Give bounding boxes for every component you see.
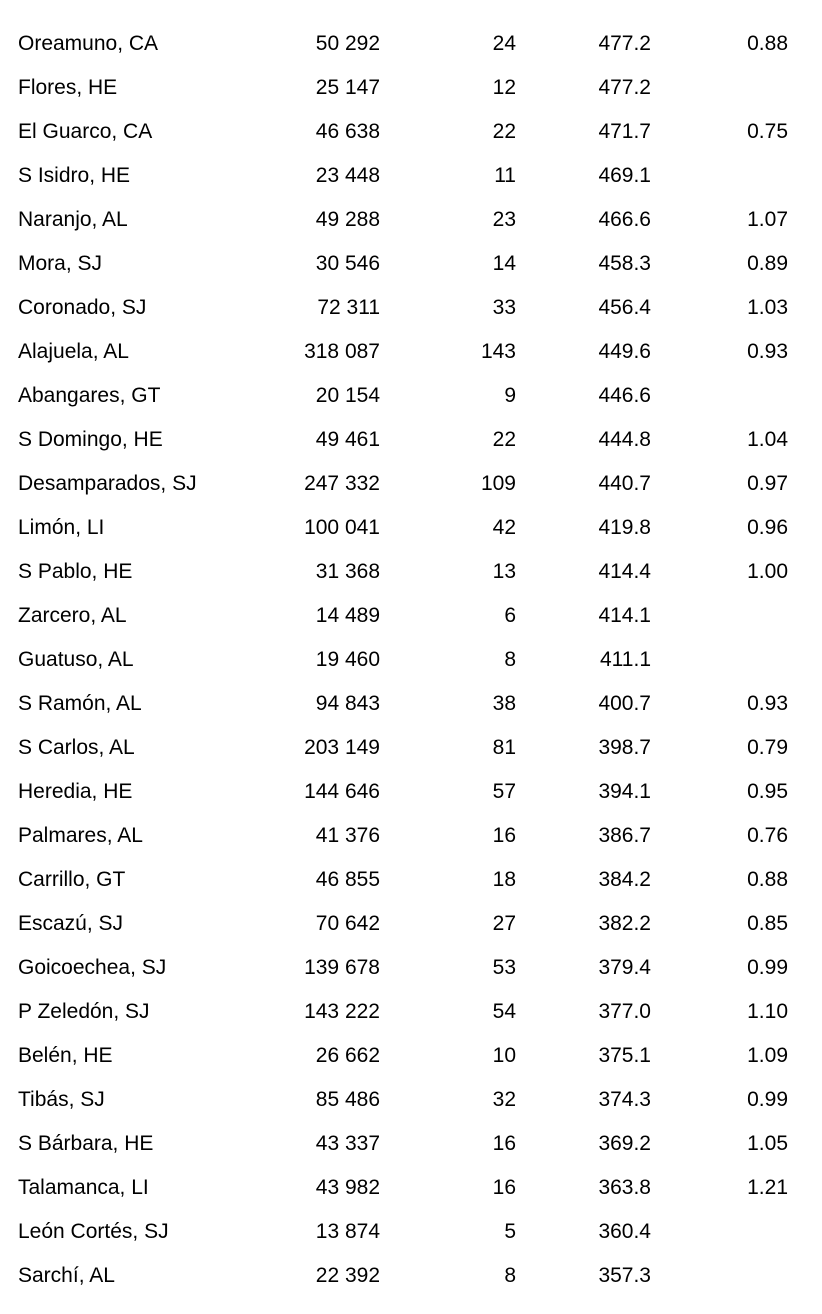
rate-cell: 377.0 — [598, 1000, 651, 1023]
ratio-cell: 1.07 — [747, 208, 788, 231]
rate-cell: 360.4 — [598, 1220, 651, 1243]
count-cell: 5 — [504, 1220, 516, 1243]
population-cell: 49 461 — [315, 428, 380, 451]
count-cell: 38 — [492, 692, 516, 715]
canton-name-cell: Oreamuno, CA — [18, 32, 159, 55]
ratio-cell: 1.04 — [747, 428, 788, 451]
population-cell: 31 368 — [315, 560, 380, 583]
population-cell: 26 662 — [315, 1044, 380, 1067]
ratio-cell: 1.05 — [747, 1132, 788, 1155]
rate-cell: 382.2 — [598, 912, 651, 935]
population-cell: 13 874 — [315, 1220, 380, 1243]
table-row — [0, 154, 822, 198]
count-cell: 57 — [492, 780, 516, 803]
table-row — [0, 418, 822, 462]
table-row — [0, 1254, 822, 1298]
population-cell: 72 311 — [317, 296, 380, 319]
table-row — [0, 682, 822, 726]
table-row — [0, 374, 822, 418]
canton-name-cell: Zarcero, AL — [18, 604, 127, 627]
count-cell: 23 — [492, 208, 516, 231]
population-cell: 46 855 — [315, 868, 380, 891]
table-row — [0, 990, 822, 1034]
population-cell: 20 154 — [315, 384, 380, 407]
canton-name-cell: Carrillo, GT — [18, 868, 126, 891]
ratio-cell: 1.09 — [747, 1044, 788, 1067]
rate-cell: 469.1 — [598, 164, 651, 187]
count-cell: 11 — [494, 164, 516, 187]
population-cell: 100 041 — [304, 516, 380, 539]
canton-name-cell: Naranjo, AL — [18, 208, 128, 231]
ratio-cell: 0.75 — [747, 120, 788, 143]
count-cell: 8 — [504, 648, 516, 671]
count-cell: 24 — [492, 32, 516, 55]
canton-name-cell: Belén, HE — [18, 1044, 113, 1067]
count-cell: 10 — [492, 1044, 516, 1067]
ratio-cell: 0.76 — [747, 824, 788, 847]
population-cell: 85 486 — [315, 1088, 380, 1111]
ratio-cell: 0.79 — [747, 736, 788, 759]
table-row — [0, 242, 822, 286]
rate-cell: 357.3 — [598, 1264, 651, 1287]
population-cell: 22 392 — [315, 1264, 380, 1287]
table-row — [0, 726, 822, 770]
rate-cell: 379.4 — [598, 956, 651, 979]
table-row — [0, 330, 822, 374]
table-row — [0, 814, 822, 858]
canton-name-cell: León Cortés, SJ — [18, 1220, 169, 1243]
population-cell: 43 337 — [315, 1132, 380, 1155]
table-row — [0, 1166, 822, 1210]
table-row — [0, 902, 822, 946]
rate-cell: 369.2 — [598, 1132, 651, 1155]
rate-cell: 411.1 — [600, 648, 651, 671]
rate-cell: 375.1 — [598, 1044, 651, 1067]
rate-cell: 449.6 — [598, 340, 651, 363]
population-cell: 41 376 — [315, 824, 380, 847]
rate-cell: 466.6 — [598, 208, 651, 231]
ratio-cell: 1.03 — [747, 296, 788, 319]
population-cell: 144 646 — [304, 780, 380, 803]
count-cell: 16 — [492, 1176, 516, 1199]
ratio-cell: 1.10 — [747, 1000, 788, 1023]
canton-name-cell: Limón, LI — [18, 516, 105, 539]
rate-cell: 394.1 — [598, 780, 651, 803]
table-row — [0, 198, 822, 242]
population-cell: 50 292 — [315, 32, 380, 55]
rate-cell: 419.8 — [598, 516, 651, 539]
table-row — [0, 946, 822, 990]
canton-name-cell: S Isidro, HE — [18, 164, 131, 187]
ratio-cell: 0.95 — [747, 780, 788, 803]
canton-name-cell: S Ramón, AL — [18, 692, 142, 715]
table-row — [0, 506, 822, 550]
population-cell: 143 222 — [304, 1000, 380, 1023]
canton-name-cell: Goicoechea, SJ — [18, 956, 167, 979]
canton-name-cell: Guatuso, AL — [18, 648, 134, 671]
population-cell: 43 982 — [315, 1176, 380, 1199]
canton-name-cell: Flores, HE — [18, 76, 118, 99]
table-row — [0, 1078, 822, 1122]
rate-cell: 398.7 — [598, 736, 651, 759]
canton-name-cell: Talamanca, LI — [18, 1176, 149, 1199]
population-cell: 70 642 — [315, 912, 380, 935]
rate-cell: 374.3 — [598, 1088, 651, 1111]
canton-name-cell: Alajuela, AL — [18, 340, 129, 363]
table-row — [0, 594, 822, 638]
canton-name-cell: Palmares, AL — [18, 824, 143, 847]
canton-name-cell: Heredia, HE — [18, 780, 133, 803]
ratio-cell: 0.97 — [747, 472, 788, 495]
canton-name-cell: S Pablo, HE — [18, 560, 133, 583]
ratio-cell: 0.93 — [747, 340, 788, 363]
rate-cell: 440.7 — [598, 472, 651, 495]
ratio-cell: 1.21 — [747, 1176, 788, 1199]
table-row — [0, 22, 822, 66]
rate-cell: 446.6 — [598, 384, 651, 407]
count-cell: 27 — [492, 912, 516, 935]
table-row — [0, 286, 822, 330]
rate-cell: 414.1 — [598, 604, 651, 627]
rate-cell: 477.2 — [598, 32, 651, 55]
canton-name-cell: Mora, SJ — [18, 252, 103, 275]
table-row — [0, 462, 822, 506]
population-cell: 318 087 — [304, 340, 380, 363]
count-cell: 54 — [492, 1000, 516, 1023]
count-cell: 143 — [480, 340, 516, 363]
table-row — [0, 638, 822, 682]
rate-cell: 444.8 — [598, 428, 651, 451]
rate-cell: 456.4 — [598, 296, 651, 319]
table-row — [0, 858, 822, 902]
population-cell: 14 489 — [315, 604, 380, 627]
rate-cell: 384.2 — [598, 868, 651, 891]
count-cell: 32 — [492, 1088, 516, 1111]
rate-cell: 400.7 — [598, 692, 651, 715]
rate-cell: 386.7 — [598, 824, 651, 847]
population-cell: 139 678 — [304, 956, 380, 979]
ratio-cell: 0.99 — [747, 1088, 788, 1111]
ratio-cell: 0.99 — [747, 956, 788, 979]
count-cell: 8 — [504, 1264, 516, 1287]
count-cell: 12 — [492, 76, 516, 99]
count-cell: 16 — [492, 1132, 516, 1155]
population-cell: 203 149 — [304, 736, 380, 759]
canton-name-cell: P Zeledón, SJ — [18, 1000, 150, 1023]
count-cell: 14 — [492, 252, 516, 275]
count-cell: 22 — [492, 120, 516, 143]
population-cell: 25 147 — [315, 76, 380, 99]
population-cell: 247 332 — [304, 472, 380, 495]
count-cell: 81 — [492, 736, 516, 759]
ratio-cell: 0.89 — [747, 252, 788, 275]
population-cell: 30 546 — [315, 252, 380, 275]
ratio-cell: 0.96 — [747, 516, 788, 539]
count-cell: 18 — [492, 868, 516, 891]
count-cell: 33 — [492, 296, 516, 319]
count-cell: 6 — [504, 604, 516, 627]
population-cell: 94 843 — [315, 692, 380, 715]
table-row — [0, 66, 822, 110]
canton-name-cell: S Carlos, AL — [18, 736, 135, 759]
data-table — [0, 22, 822, 1298]
population-cell: 19 460 — [315, 648, 380, 671]
canton-name-cell: Escazú, SJ — [18, 912, 124, 935]
rate-cell: 414.4 — [598, 560, 651, 583]
canton-name-cell: S Domingo, HE — [18, 428, 163, 451]
population-cell: 46 638 — [315, 120, 380, 143]
count-cell: 16 — [492, 824, 516, 847]
rate-cell: 458.3 — [598, 252, 651, 275]
count-cell: 22 — [492, 428, 516, 451]
count-cell: 42 — [492, 516, 516, 539]
rate-cell: 477.2 — [598, 76, 651, 99]
table-row — [0, 110, 822, 154]
population-cell: 23 448 — [315, 164, 380, 187]
table-row — [0, 770, 822, 814]
population-cell: 49 288 — [315, 208, 380, 231]
ratio-cell: 0.85 — [747, 912, 788, 935]
canton-name-cell: Tibás, SJ — [18, 1088, 105, 1111]
ratio-cell: 0.88 — [747, 868, 788, 891]
canton-name-cell: Desamparados, SJ — [18, 472, 197, 495]
table-row — [0, 550, 822, 594]
canton-name-cell: El Guarco, CA — [18, 120, 153, 143]
count-cell: 53 — [492, 956, 516, 979]
count-cell: 9 — [504, 384, 516, 407]
canton-name-cell: Coronado, SJ — [18, 296, 147, 319]
table-row — [0, 1210, 822, 1254]
table-row — [0, 1122, 822, 1166]
ratio-cell: 1.00 — [747, 560, 788, 583]
rate-cell: 471.7 — [598, 120, 651, 143]
canton-name-cell: Sarchí, AL — [18, 1264, 115, 1287]
table-row — [0, 1034, 822, 1078]
canton-name-cell: S Bárbara, HE — [18, 1132, 154, 1155]
rate-cell: 363.8 — [598, 1176, 651, 1199]
canton-name-cell: Abangares, GT — [18, 384, 161, 407]
count-cell: 13 — [492, 560, 516, 583]
ratio-cell: 0.93 — [747, 692, 788, 715]
ratio-cell: 0.88 — [747, 32, 788, 55]
count-cell: 109 — [480, 472, 516, 495]
